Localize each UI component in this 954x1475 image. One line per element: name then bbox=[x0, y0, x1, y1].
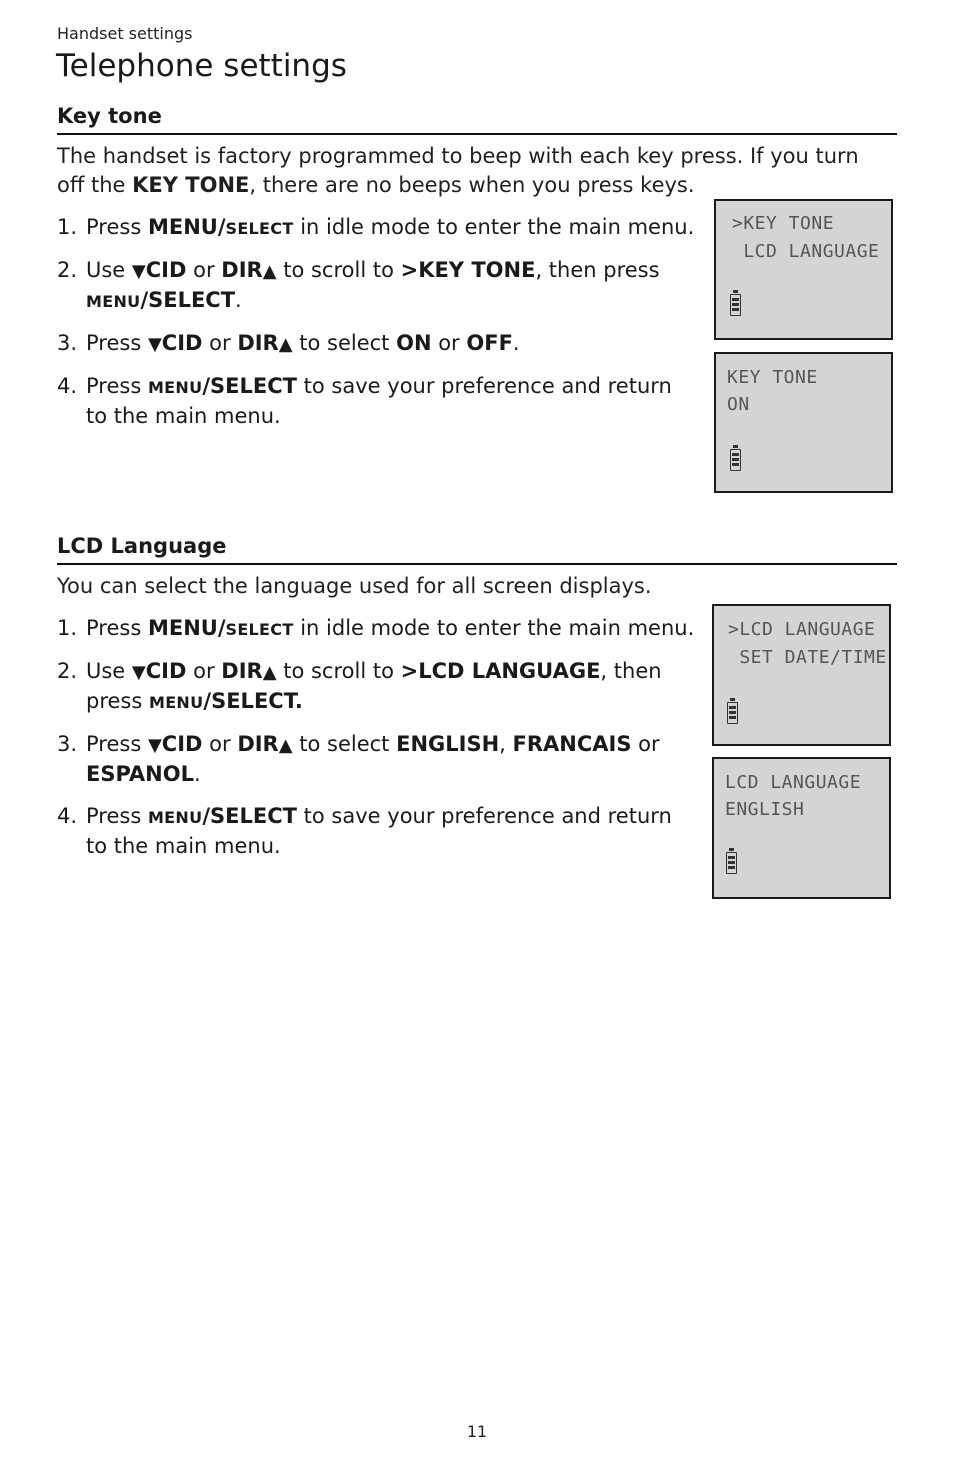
text-run: Press bbox=[86, 804, 148, 828]
text-run: The handset is factory programmed to beep with each key press. If you turn off the bbox=[57, 144, 859, 197]
lcd-line-1: >LCD LANGUAGE bbox=[728, 619, 876, 640]
page-number: 11 bbox=[466, 1422, 488, 1441]
step-item bbox=[57, 372, 697, 431]
key-name: >LCD LANGUAGE bbox=[400, 659, 601, 683]
key-name: DIR bbox=[221, 258, 263, 282]
lcd-line-1: LCD LANGUAGE bbox=[725, 772, 862, 793]
arrow-icon: ▼ bbox=[131, 662, 146, 683]
text-run: to select bbox=[292, 732, 397, 756]
running-head: Handset settings bbox=[57, 24, 193, 43]
step-number: 3. bbox=[57, 331, 78, 355]
step-number: 2. bbox=[57, 258, 78, 282]
step-number: 4. bbox=[57, 374, 78, 398]
step-item bbox=[57, 657, 697, 717]
lcd-line-2: LCD LANGUAGE bbox=[732, 241, 880, 262]
text-run: or bbox=[186, 258, 222, 282]
step-item bbox=[57, 213, 697, 243]
key-name: CID bbox=[161, 732, 203, 756]
text-run: Use bbox=[86, 258, 132, 282]
text-run: . bbox=[235, 288, 242, 312]
key-name-smallcaps: MENU bbox=[86, 292, 141, 311]
step-list bbox=[57, 213, 697, 431]
arrow-icon: ▲ bbox=[278, 735, 293, 756]
arrow-icon: ▼ bbox=[131, 261, 146, 282]
text-run: or bbox=[186, 659, 222, 683]
text-run: or bbox=[431, 331, 467, 355]
step-number: 1. bbox=[57, 616, 78, 640]
step-item bbox=[57, 329, 697, 359]
arrow-icon: ▼ bbox=[147, 334, 162, 355]
key-name-smallcaps: MENU bbox=[148, 693, 204, 712]
step-number: 4. bbox=[57, 804, 78, 828]
key-name: /SELECT. bbox=[203, 689, 303, 713]
text-run: Press bbox=[86, 616, 148, 640]
key-name: ON bbox=[396, 331, 432, 355]
key-name: CID bbox=[161, 331, 203, 355]
key-name: DIR bbox=[237, 331, 279, 355]
text-run: to scroll to bbox=[276, 659, 401, 683]
key-name-smallcaps: MENU bbox=[147, 378, 203, 397]
step-number: 2. bbox=[57, 659, 78, 683]
key-name: DIR bbox=[237, 732, 279, 756]
key-name: /SELECT bbox=[202, 374, 297, 398]
key-name: KEY TONE bbox=[132, 173, 250, 197]
key-name: OFF bbox=[466, 331, 513, 355]
text-run: Press bbox=[86, 374, 148, 398]
section-intro bbox=[57, 142, 887, 200]
step-number: 3. bbox=[57, 732, 78, 756]
page-title: Telephone settings bbox=[56, 48, 347, 84]
battery-icon bbox=[730, 449, 741, 471]
key-name: >KEY TONE bbox=[400, 258, 536, 282]
lcd-screen-lcd-language-setting bbox=[712, 757, 891, 899]
key-name: CID bbox=[145, 258, 187, 282]
text-run: in idle mode to enter the main menu. bbox=[293, 215, 695, 239]
text-run: Press bbox=[86, 215, 148, 239]
text-run: . bbox=[512, 331, 520, 355]
lcd-line-2: ENGLISH bbox=[725, 799, 805, 820]
key-name: FRANCAIS bbox=[512, 732, 632, 756]
key-name: ESPANOL bbox=[86, 762, 194, 786]
text-run: You can select the language used for all screen displays. bbox=[57, 574, 652, 598]
key-name: MENU/ bbox=[147, 215, 226, 239]
text-run: to save your preference and return to the main menu. bbox=[86, 804, 672, 858]
text-run: , there are no beeps when you press keys. bbox=[249, 173, 695, 197]
step-item bbox=[57, 256, 697, 316]
text-run: or bbox=[202, 331, 238, 355]
text-run: or bbox=[631, 732, 660, 756]
text-run: Press bbox=[86, 331, 148, 355]
text-run: to select bbox=[292, 331, 397, 355]
key-name: /SELECT bbox=[202, 804, 297, 828]
text-run: or bbox=[202, 732, 238, 756]
step-item bbox=[57, 730, 697, 789]
lcd-line-1: >KEY TONE bbox=[732, 213, 835, 234]
section-intro bbox=[57, 572, 887, 601]
battery-icon bbox=[726, 852, 737, 874]
arrow-icon: ▲ bbox=[262, 662, 277, 683]
text-run: Press bbox=[86, 732, 148, 756]
text-run: . bbox=[194, 762, 201, 786]
text-run: in idle mode to enter the main menu. bbox=[293, 616, 695, 640]
step-item bbox=[57, 614, 697, 644]
arrow-icon: ▲ bbox=[278, 334, 293, 355]
battery-icon bbox=[730, 294, 741, 316]
step-list bbox=[57, 614, 697, 861]
text-run: , bbox=[499, 732, 513, 756]
key-name: DIR bbox=[221, 659, 263, 683]
text-run: Use bbox=[86, 659, 132, 683]
key-name-smallcaps: SELECT bbox=[225, 219, 294, 238]
arrow-icon: ▼ bbox=[147, 735, 162, 756]
text-run: , then press bbox=[86, 659, 662, 713]
key-name: ENGLISH bbox=[396, 732, 500, 756]
battery-icon bbox=[727, 702, 738, 724]
section-title: Key tone bbox=[57, 104, 897, 135]
text-run: to save your preference and return to the main menu. bbox=[86, 374, 672, 428]
key-name: MENU/ bbox=[147, 616, 226, 640]
arrow-icon: ▲ bbox=[262, 261, 277, 282]
text-run: to scroll to bbox=[276, 258, 401, 282]
key-name-smallcaps: MENU bbox=[147, 808, 203, 827]
lcd-line-2: SET DATE/TIME bbox=[728, 647, 887, 668]
lcd-line-2: ON bbox=[727, 394, 750, 415]
section-title: LCD Language bbox=[57, 534, 897, 565]
step-item bbox=[57, 802, 697, 861]
step-number: 1. bbox=[57, 215, 78, 239]
lcd-screen-key-tone-menu bbox=[714, 199, 893, 340]
lcd-screen-lcd-language-menu bbox=[712, 604, 891, 746]
text-run: , then press bbox=[535, 258, 660, 282]
lcd-line-1: KEY TONE bbox=[727, 367, 818, 388]
key-name: CID bbox=[145, 659, 187, 683]
key-name: /SELECT bbox=[140, 288, 236, 312]
lcd-screen-key-tone-setting bbox=[714, 352, 893, 493]
key-name-smallcaps: SELECT bbox=[225, 620, 294, 639]
